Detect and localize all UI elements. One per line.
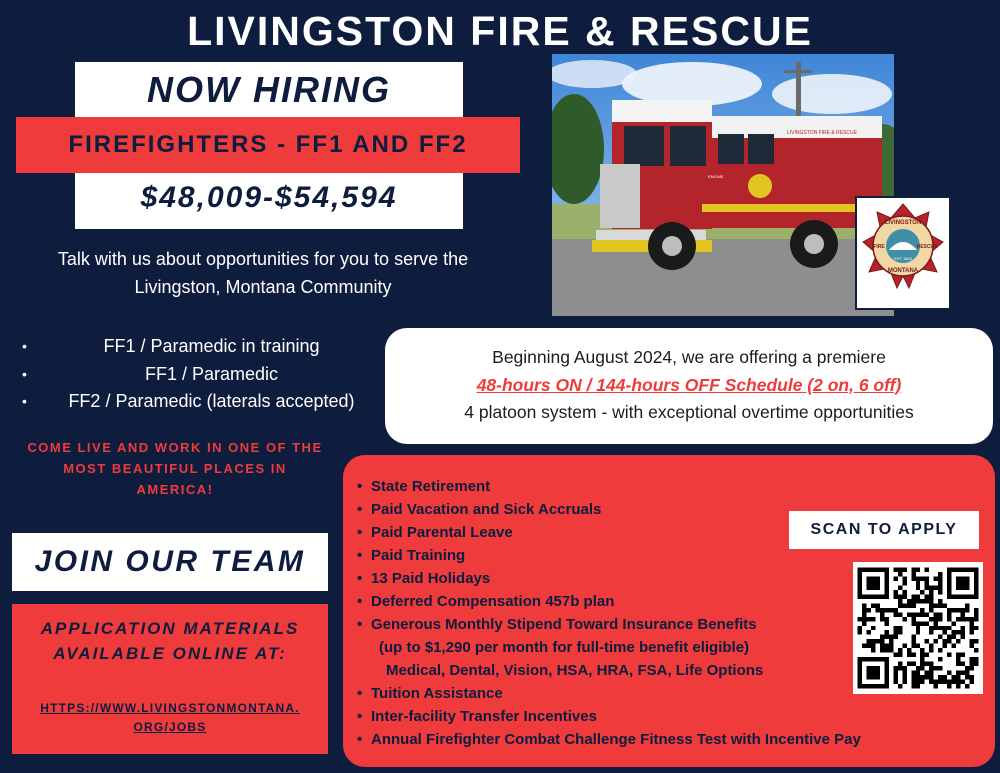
badge-right-text: RESCUE <box>916 244 938 250</box>
benefit-item: • Tuition Assistance <box>357 682 927 705</box>
benefit-item: • 13 Paid Holidays <box>357 567 927 590</box>
truck-lettering: LIVINGSTON FIRE & RESCUE <box>787 130 857 136</box>
poster-title: LIVINGSTON FIRE & RESCUE <box>187 8 813 54</box>
schedule-line-2: 48-hours ON / 144-hours OFF Schedule (2 on, 6 off) <box>476 374 902 395</box>
benefits-box <box>343 455 995 767</box>
benefit-subitem: Medical, Dental, Vision, HSA, HRA, FSA, Life Options <box>386 662 764 679</box>
tagline-line-2: MOST BEAUTIFUL PLACES IN <box>63 461 287 476</box>
truck-engine-label: ENGINE <box>708 174 724 179</box>
benefit-item: • Inter-facility Transfer Incentives <box>357 705 927 728</box>
application-line-1: APPLICATION MATERIALS <box>40 619 300 638</box>
benefit-item: • Annual Firefighter Combat Challenge Fitness Test with Incentive Pay <box>357 728 927 751</box>
benefit-item: • Paid Vacation and Sick Accruals <box>357 498 927 521</box>
fire-department-badge-icon <box>857 198 949 308</box>
badge-top-text: LIVINGSTON <box>884 220 922 226</box>
schedule-callout <box>385 328 993 444</box>
tagline <box>10 437 340 500</box>
benefit-item: • Generous Monthly Stipend Toward Insurance Benefits <box>357 613 927 636</box>
join-our-team-banner: JOIN OUR TEAM <box>12 533 328 591</box>
position-item: • FF2 / Paramedic (laterals accepted) <box>20 388 375 416</box>
fire-truck-photo <box>552 54 894 316</box>
benefit-subitem: (up to $1,290 per month for full-time benefit eligible) <box>379 639 750 656</box>
benefit-item: • State Retirement <box>357 475 927 498</box>
benefit-item: • Deferred Compensation 457b plan <box>357 590 927 613</box>
application-url-line-2[interactable]: ORG/JOBS <box>133 720 207 734</box>
qr-code-icon[interactable] <box>853 562 983 694</box>
positions-list <box>20 333 375 416</box>
badge-left-text: FIRE <box>873 244 885 250</box>
positions-banner: FIREFIGHTERS - FF1 AND FF2 <box>16 117 520 173</box>
application-box <box>12 604 328 754</box>
benefit-item: • Paid Parental Leave <box>357 521 927 544</box>
schedule-line-3: 4 platoon system - with exceptional overtime opportunities <box>464 402 914 422</box>
application-heading <box>12 616 328 666</box>
position-item: • FF1 / Paramedic <box>20 361 375 389</box>
scan-to-apply-label: SCAN TO APPLY <box>789 511 979 549</box>
intro-line-1: Talk with us about opportunities for you to serve the <box>57 249 469 269</box>
intro-line-2: Livingston, Montana Community <box>134 277 392 297</box>
intro-text <box>18 245 508 301</box>
badge-bottom-text: MONTANA <box>887 268 919 274</box>
salary-banner: $48,009-$54,594 <box>75 173 463 229</box>
schedule-line-1: Beginning August 2024, we are offering a premiere <box>492 347 886 367</box>
fire-department-badge <box>855 196 951 310</box>
now-hiring-banner: NOW HIRING <box>75 62 463 117</box>
application-url-line-1[interactable]: HTTPS://WWW.LIVINGSTONMONTANA. <box>40 701 300 715</box>
fire-truck-illustration <box>552 54 894 316</box>
benefit-item: • Paid Training <box>357 544 927 567</box>
tagline-line-1: COME LIVE AND WORK IN ONE OF THE <box>27 440 323 455</box>
application-link[interactable] <box>12 699 328 737</box>
position-item: • FF1 / Paramedic in training <box>20 333 375 361</box>
application-line-2: AVAILABLE ONLINE AT: <box>53 644 287 663</box>
tagline-line-3: AMERICA! <box>136 482 214 497</box>
qr-code-graphic[interactable] <box>853 562 983 694</box>
badge-est-text: EST 1883 <box>894 256 912 261</box>
